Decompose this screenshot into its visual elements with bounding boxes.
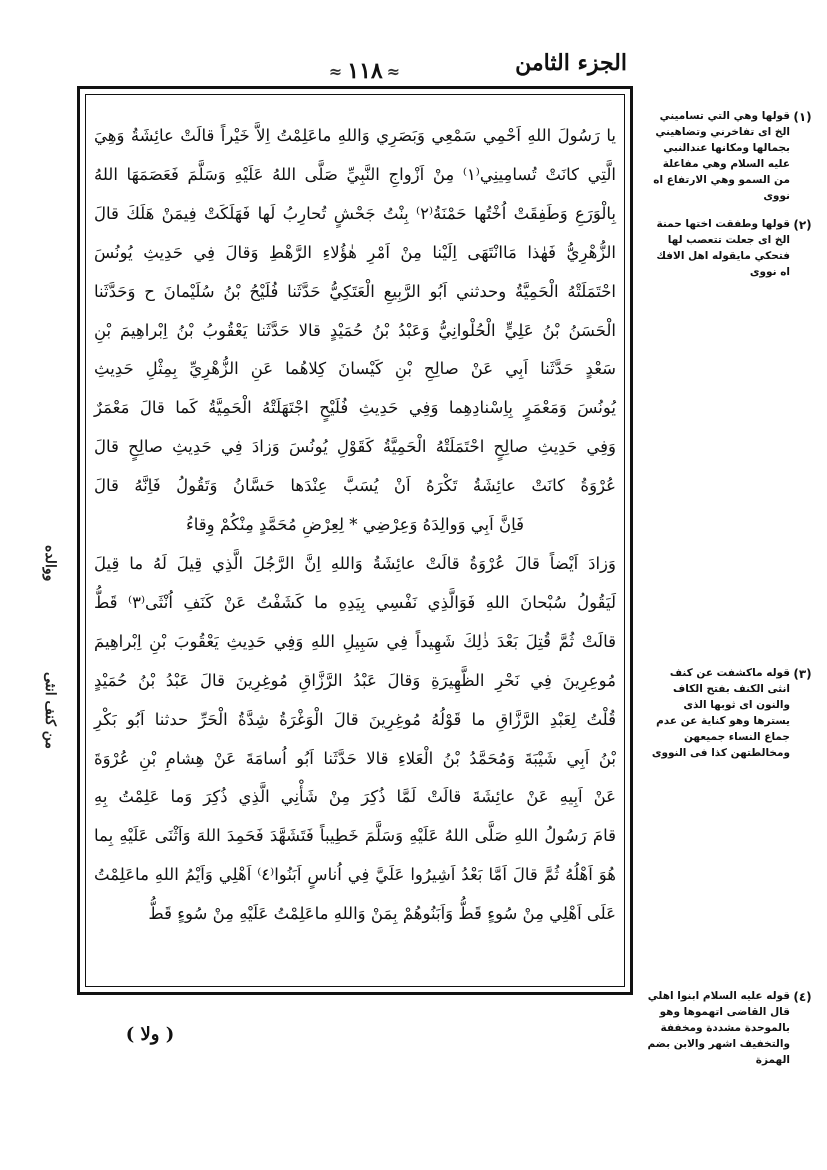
margin-note: قولها وهي التي تساميني الخ اى تفاخرني وتضاهيني بجمالها ومكانها عندالنبي عليه السلام وهي مفاعلة من السمو وهي الارتفاع اه نووى bbox=[653, 110, 790, 202]
text-line: سَعْدٍ حَدَّثَنا اَبِي عَنْ صالِحِ بْنِ كَيْسانَ كِلاهُما عَنِ الزُّهْرِيِّ بِمِثْلِ حَدِيثِ bbox=[94, 359, 616, 379]
text-line: عُرْوَةُ كانَتْ عائِشَةُ تَكْرَهُ اَنْ يُسَبَّ عِنْدَها حَسَّانُ وَتَقُولُ فَاِنَّهُ قالَ bbox=[94, 476, 616, 496]
side-label: من كنف انثى bbox=[42, 672, 58, 749]
margin-note: قوله ماكشفت عن كنف انثى الكنف بفتح الكاف والنون اى ثوبها الذى يسترها وهو كناية عن عدم جماع النساء جميعهن ومخالطتهن كذا فى النووى bbox=[651, 667, 790, 759]
main-text-block bbox=[94, 117, 616, 934]
text-line: وَزادَ اَيْضاً قالَ عُرْوَةُ قالَتْ عائِشَةُ وَاللهِ اِنَّ الرَّجُلَ الَّذِي قِيلَ لَهُ ما قِيلَ bbox=[94, 553, 616, 573]
note-number: (٤) bbox=[793, 990, 812, 1004]
text-line: بْنُ اَبِي شَيْبَةَ وَمُحَمَّدُ بْنُ الْعَلاءِ قالا حَدَّثَنا اَبُو اُسامَةَ عَنْ هِشامِ بْنِ عُرْوَةَ bbox=[94, 748, 616, 768]
side-label: ووالده bbox=[42, 545, 58, 582]
text-line: الَّتِي كانَتْ تُسامِينِي⁽١⁾ مِنْ اَزْواجِ النَّبِيِّ صَلَّى اللهُ عَلَيْهِ وَسَلَّمَ فَعَصَمَهَا اللهُ bbox=[94, 164, 617, 184]
margin-note: قولها وطفقت اختها حمنة الخ اى جعلت تتعصب لها فتحكي مايقوله اهل الافك اه نووى bbox=[656, 218, 790, 278]
text-line: لَيَقُولُ سُبْحانَ اللهِ فَوَالَّذِي نَفْسِي بِيَدِهِ ما كَشَفْتُ عَنْ كَنَفِ اُنْثَى⁽٣⁾ قَطُّ bbox=[94, 592, 616, 612]
text-line: مُوعِرِينَ فِي نَحْرِ الظَّهِيرَةِ وَقالَ عَبْدُ الرَّزَّاقِ مُوغِرِينَ قالَ عَبْدُ بْنُ حُمَيْدٍ bbox=[94, 670, 616, 690]
text-line: هُوَ اَهْلُهُ ثُمَّ قالَ اَمَّا بَعْدُ اَشِيرُوا عَلَيَّ فِي اُناسٍ اَبَنُوا⁽٤⁾ اَهْلِي وَاَيْمُ اللهِ ماعَلِمْتُ bbox=[94, 865, 616, 885]
page-number-value: ١١٨ bbox=[347, 58, 383, 84]
page-number bbox=[300, 54, 430, 88]
text-frame-inner bbox=[85, 94, 625, 987]
text-line: قالَتْ ثُمَّ قُتِلَ بَعْدَ ذٰلِكَ شَهِيداً فِي سَبِيلِ اللهِ وَفِي حَدِيثِ يَعْقُوبَ بْنِ اِبْراهِيمَ bbox=[94, 631, 616, 651]
text-line: الزُّهْرِيُّ فَهٰذا مَاانْتَهَى اِلَيْنا مِنْ اَمْرِ هٰؤُلاءِ الرَّهْطِ وَقالَ فِي حَدِيثِ يُونُسَ bbox=[94, 242, 616, 262]
text-line: عَلَى اَهْلِي مِنْ سُوءٍ قَطُّ وَاَبَنُوهُمْ بِمَنْ وَاللهِ ماعَلِمْتُ عَلَيْهِ مِنْ سُوءٍ قَطُّ bbox=[148, 904, 616, 924]
text-line: احْتَمَلَتْهُ الْحَمِيَّةُ وحدثني اَبُو الرَّبِيعِ الْعَتَكِيُّ حَدَّثَنا فُلَيْحُ بْنُ سُلَيْمانَ ح وَحَدَّثَنا bbox=[94, 281, 616, 301]
note-number: (٢) bbox=[793, 218, 812, 232]
ornament-left-icon: ≈ bbox=[328, 61, 344, 81]
note-number: (٣) bbox=[793, 667, 812, 681]
text-line: قُلْتُ لِعَبْدِ الرَّزَّاقِ ما قَوْلُهُ مُوغِرِينَ قالَ الْوَغْرَةُ شِدَّةُ الْحَرِّ حدثنا اَبُو بَكْرِ bbox=[94, 709, 616, 729]
text-line: الْحَسَنُ بْنُ عَلِيٍّ الْحُلْوانِيُّ وَعَبْدُ بْنُ حُمَيْدٍ قالا حَدَّثَنا يَعْقُوبُ بْنُ اِبْراهِيمَ بْنِ bbox=[94, 320, 616, 340]
poetry-line: فَاِنَّ اَبِي وَوالِدَهُ وَعِرْضِي * لِعِرْضِ مُحَمَّدٍ مِنْكُمْ وِقاءُ bbox=[186, 515, 524, 535]
text-line: عَنْ اَبِيهِ عَنْ عائِشَةَ قالَتْ لَمَّا ذُكِرَ مِنْ شَأْنِي الَّذِي ذُكِرَ وَما عَلِمْتُ بِهِ bbox=[94, 787, 616, 807]
note-number: (١) bbox=[793, 110, 812, 124]
part-title: الجزء الثامن bbox=[515, 50, 627, 76]
text-line: قامَ رَسُولُ اللهِ صَلَّى اللهُ عَلَيْهِ وَسَلَّمَ خَطِيباً فَتَشَهَّدَ فَحَمِدَ اللهَ وَاَثْنَى عَلَيْهِ بِما bbox=[94, 826, 616, 846]
text-line: يا رَسُولَ اللهِ اَحْمِي سَمْعِي وَبَصَرِي وَاللهِ ماعَلِمْتُ اِلاَّ خَيْراً قالَتْ عائِشَةُ وَهِيَ bbox=[94, 126, 616, 145]
margin-note: قوله عليه السلام ابنوا اهلي قال القاضى اتهموها وهو بالموحدة مشددة ومخففة والتخفيف اشهر والابن بضم الهمزة bbox=[647, 990, 790, 1066]
footer-signature: ( ولا ) bbox=[125, 1024, 175, 1045]
text-line: بِالْوَرَعِ وَطَفِقَتْ اُخْتُها حَمْنَةُ⁽٢⁾ بِنْتُ جَحْشٍ تُحارِبُ لَها فَهَلَكَتْ فِيمَنْ هَلَكَ قالَ bbox=[94, 203, 617, 223]
text-line: يُونُسَ وَمَعْمَرٍ بِاِسْنادِهِما وَفِي حَدِيثِ فُلَيْحٍ اجْتَهَلَتْهُ الْحَمِيَّةُ كَما قالَ مَعْمَرٌ bbox=[94, 398, 616, 418]
text-line: وَفِي حَدِيثِ صالِحٍ احْتَمَلَتْهُ الْحَمِيَّةُ كَقَوْلِ يُونُسَ وَزادَ فِي حَدِيثِ صالِحٍ قالَ bbox=[94, 437, 616, 457]
ornament-right-icon: ≈ bbox=[386, 61, 402, 81]
text-frame bbox=[77, 86, 633, 995]
